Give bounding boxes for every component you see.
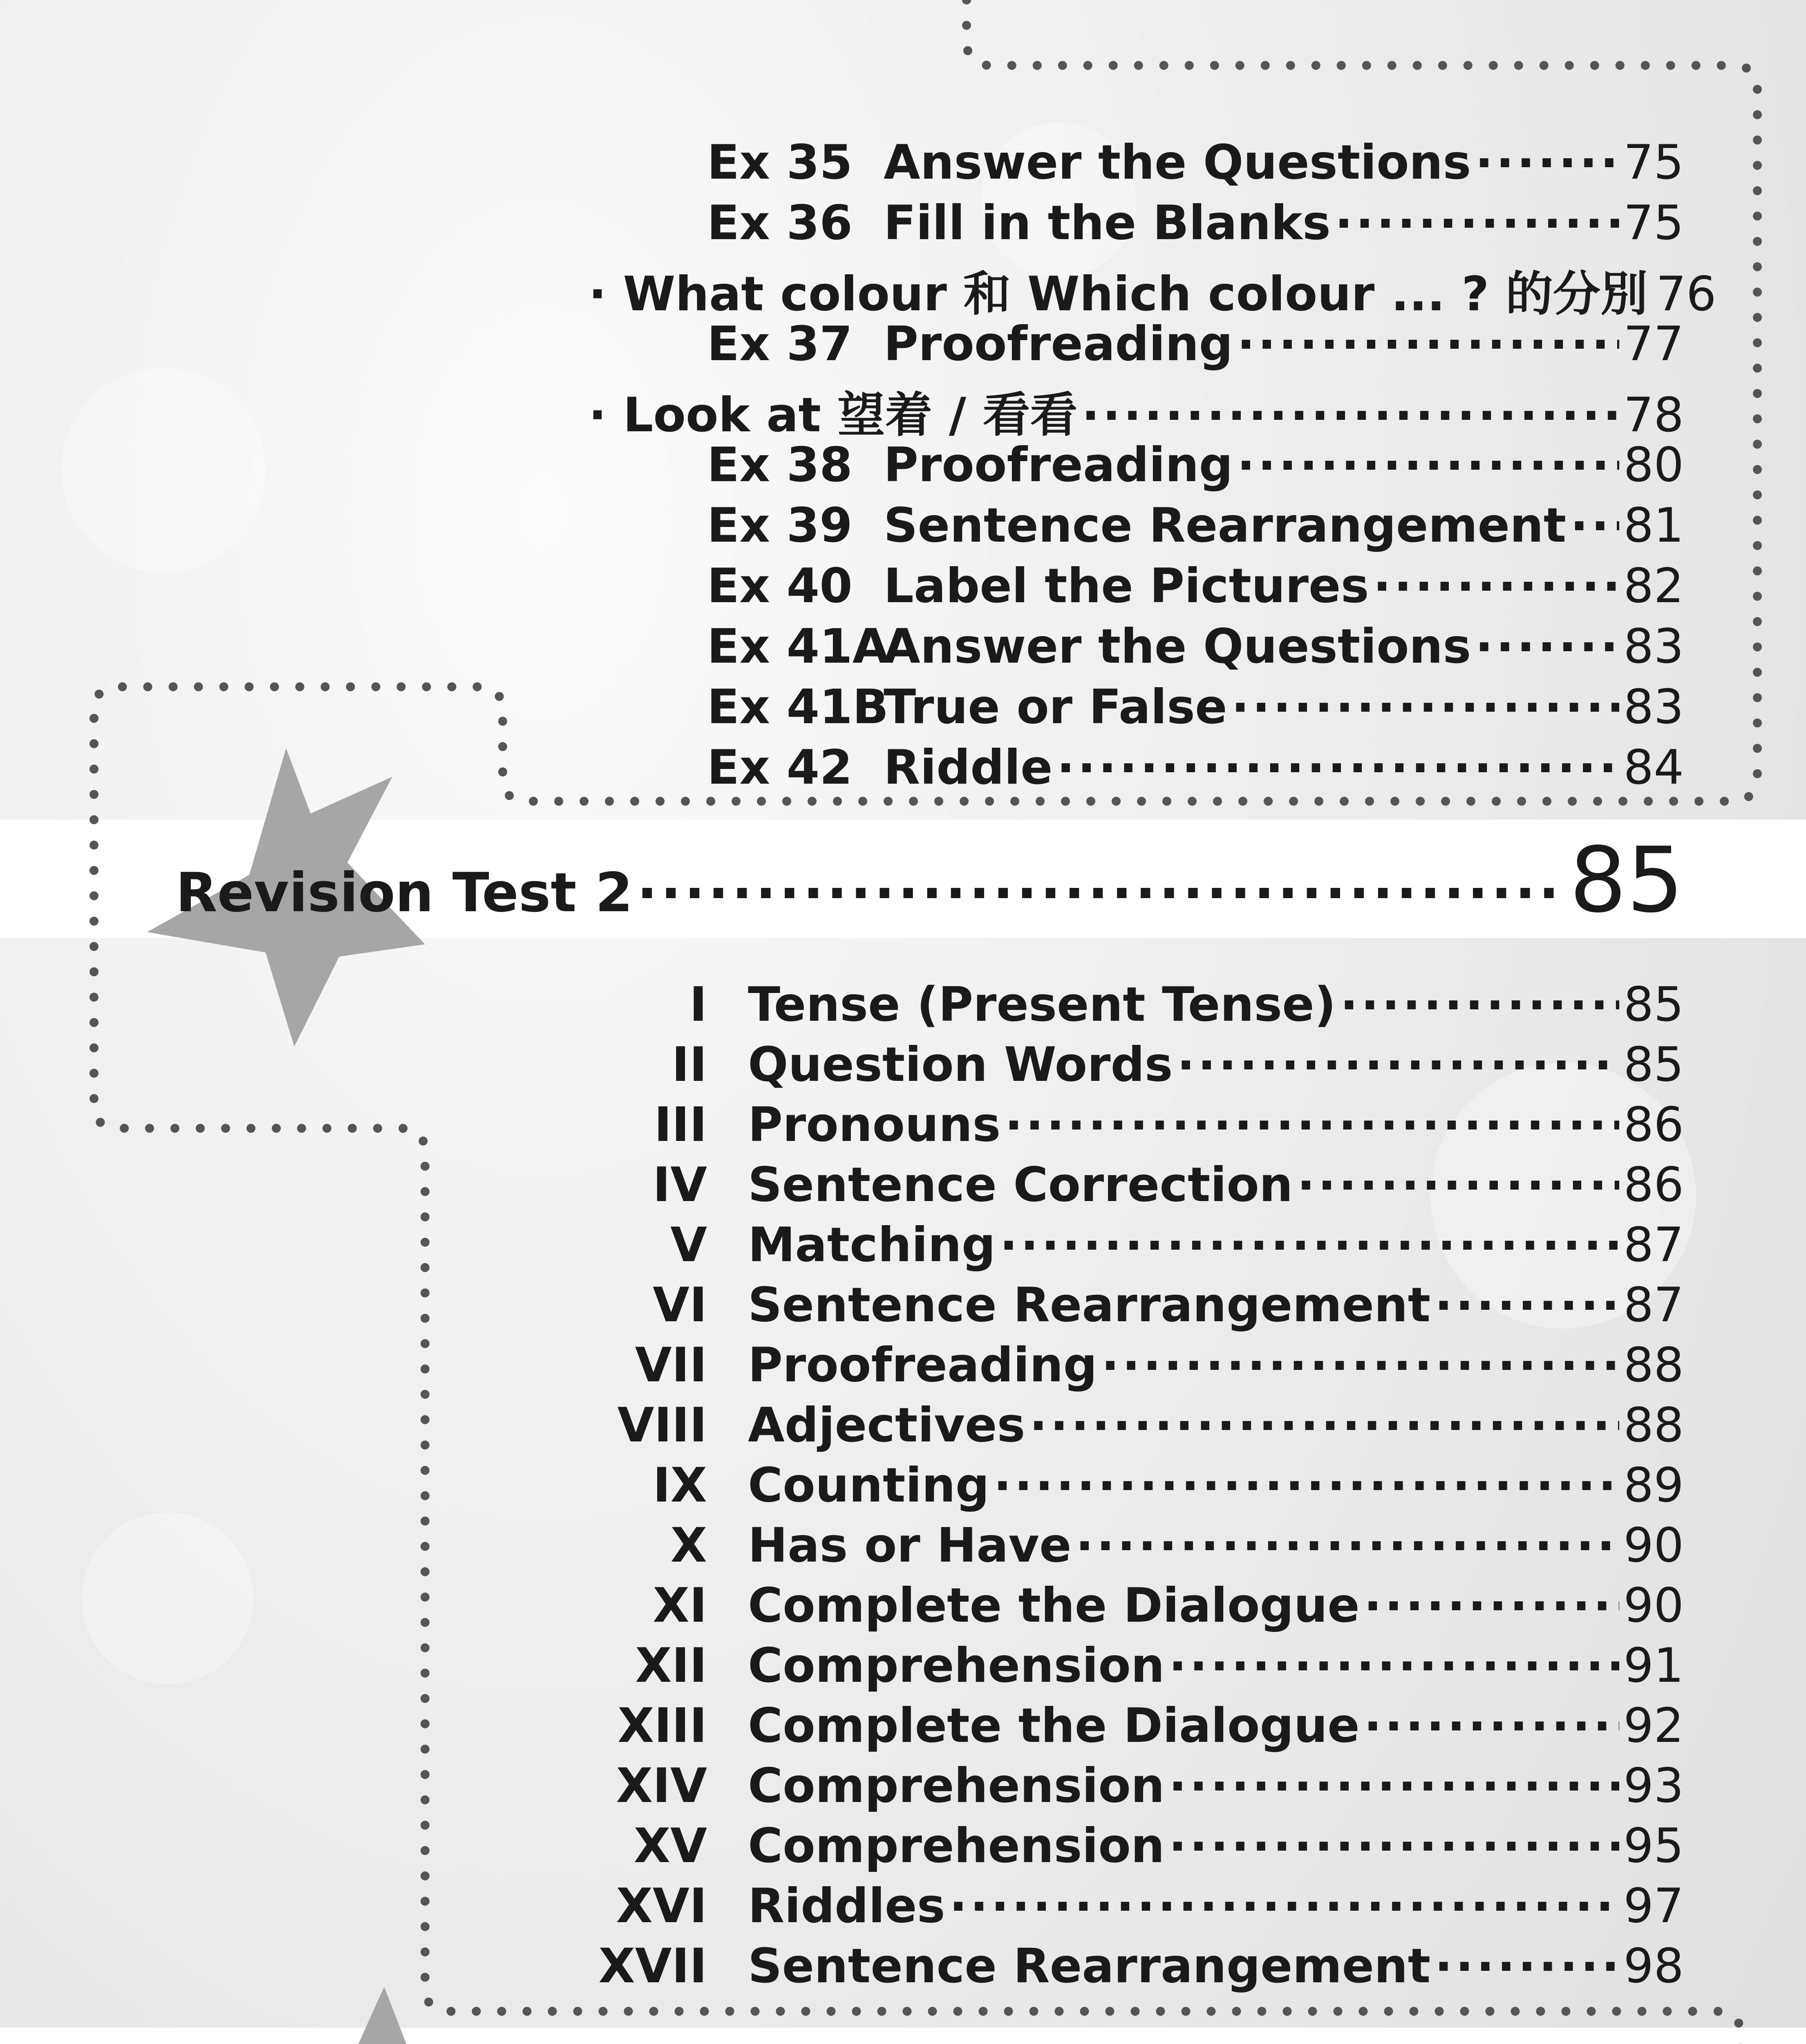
item-title: Counting — [748, 1458, 989, 1513]
item-title: Sentence Rearrangement — [748, 1939, 1431, 1994]
page-number: 86 — [1623, 1157, 1684, 1213]
toc-row[interactable] — [552, 1698, 1684, 1753]
toc-row[interactable] — [552, 1097, 1684, 1152]
item-title: Tense (Present Tense) — [748, 977, 1336, 1032]
page-number: 87 — [1623, 1278, 1684, 1333]
roman-numeral: IX — [653, 1458, 707, 1513]
toc-row[interactable] — [707, 498, 1684, 553]
item-title: Comprehension — [748, 1758, 1165, 1813]
exercise-number: Ex 40 — [707, 558, 853, 614]
item-title: Adjectives — [748, 1398, 1025, 1453]
exercise-title: True or False — [884, 679, 1227, 735]
exercise-title: Label the Pictures — [884, 558, 1369, 614]
page-number: 80 — [1623, 437, 1684, 493]
toc-row[interactable] — [552, 977, 1684, 1032]
exercise-title: Sentence Rearrangement — [884, 498, 1567, 553]
item-title: Sentence Rearrangement — [748, 1278, 1431, 1333]
toc-row[interactable] — [552, 1878, 1684, 1934]
roman-numeral: XII — [635, 1638, 707, 1693]
toc-row[interactable] — [707, 195, 1684, 251]
exercise-number: Ex 35 — [707, 135, 853, 190]
roman-numeral: X — [670, 1518, 707, 1573]
page-number: 92 — [1623, 1698, 1684, 1753]
item-title: Sentence Correction — [748, 1157, 1293, 1213]
page-number: 83 — [1623, 679, 1684, 735]
toc-row[interactable] — [707, 316, 1684, 372]
leader-dots — [1169, 1820, 1620, 1862]
item-title: Comprehension — [748, 1638, 1165, 1693]
item-title: Question Words — [748, 1037, 1173, 1092]
leader-dots — [1570, 499, 1619, 542]
exercise-title: Fill in the Blanks — [884, 195, 1331, 251]
toc-row[interactable] — [707, 740, 1684, 795]
page-number: 83 — [1623, 619, 1684, 674]
toc-row[interactable] — [707, 558, 1684, 614]
toc-row[interactable] — [552, 1638, 1684, 1693]
page-number: 93 — [1623, 1758, 1684, 1813]
roman-numeral: XI — [653, 1578, 707, 1633]
page-number: 89 — [1623, 1458, 1684, 1513]
page-number: 91 — [1623, 1638, 1684, 1693]
item-title: Comprehension — [748, 1818, 1165, 1874]
exercise-title: Proofreading — [884, 316, 1233, 372]
star-icon — [229, 1987, 503, 2044]
page-number: 75 — [1623, 195, 1684, 251]
toc-row[interactable] — [552, 1578, 1684, 1633]
roman-numeral: IV — [653, 1157, 707, 1213]
leader-dots — [1435, 1940, 1619, 1982]
section-title: Revision Test 2 — [176, 861, 633, 924]
page-number: 90 — [1623, 1578, 1684, 1633]
leader-dots — [1373, 560, 1620, 602]
roman-numeral: VII — [635, 1338, 707, 1393]
item-title: Riddles — [748, 1878, 945, 1934]
page-number: 90 — [1623, 1518, 1684, 1573]
toc-row[interactable] — [707, 135, 1684, 190]
roman-numeral: XIV — [616, 1758, 707, 1813]
roman-numeral: II — [671, 1037, 707, 1092]
exercise-title: Answer the Questions — [884, 619, 1471, 674]
leader-dots — [1029, 1399, 1620, 1441]
toc-row[interactable] — [552, 1157, 1684, 1213]
toc-row[interactable] — [552, 1278, 1684, 1333]
page-number: 82 — [1623, 558, 1684, 614]
roman-numeral: XIII — [618, 1698, 707, 1753]
leader-dots — [1475, 620, 1619, 663]
page-number: 84 — [1623, 740, 1684, 795]
item-title: Pronouns — [748, 1097, 1001, 1152]
toc-row[interactable] — [552, 1217, 1684, 1273]
toc-row[interactable] — [552, 1939, 1684, 1994]
roman-numeral: XV — [633, 1818, 707, 1874]
leader-dots — [1335, 197, 1619, 239]
toc-row[interactable] — [552, 1398, 1684, 1453]
toc-row[interactable] — [552, 1518, 1684, 1573]
page-number: 97 — [1623, 1878, 1684, 1934]
page-number: 78 — [1623, 388, 1684, 443]
leader-dots — [1169, 1639, 1620, 1682]
page-number: 88 — [1623, 1398, 1684, 1453]
toc-row[interactable] — [589, 256, 1716, 324]
note-title: · Look at 望着 / 看看 — [589, 388, 1078, 443]
roman-numeral: VI — [653, 1278, 707, 1333]
page-number: 85 — [1623, 977, 1684, 1032]
section-heading-revision-test[interactable] — [176, 828, 1684, 932]
exercise-number: Ex 39 — [707, 498, 853, 553]
leader-dots — [949, 1880, 1620, 1922]
toc-row[interactable] — [707, 437, 1684, 493]
leader-dots — [1297, 1159, 1620, 1201]
item-title: Has or Have — [748, 1518, 1072, 1573]
exercise-title: Proofreading — [884, 437, 1233, 493]
page-number: 98 — [1623, 1939, 1684, 1994]
item-title: Proofreading — [748, 1338, 1097, 1393]
item-title: Complete the Dialogue — [748, 1578, 1360, 1633]
exercise-number: Ex 41A — [707, 619, 889, 674]
exercise-number: Ex 36 — [707, 195, 853, 251]
exercise-number: Ex 38 — [707, 437, 853, 493]
toc-row[interactable] — [707, 679, 1684, 735]
leader-dots — [994, 1459, 1620, 1502]
item-title: Matching — [748, 1217, 996, 1273]
note-title: · What colour 和 Which colour ... ? 的分別 — [589, 267, 1648, 322]
leader-dots — [1364, 1579, 1620, 1622]
leader-dots — [1435, 1279, 1619, 1321]
leader-dots — [1076, 1519, 1620, 1562]
toc-row[interactable] — [552, 1818, 1684, 1874]
page-number: 85 — [1623, 1037, 1684, 1092]
leader-dots — [1005, 1098, 1619, 1141]
section-page-number: 85 — [1569, 828, 1684, 932]
leader-dots — [1057, 741, 1620, 784]
leader-dots — [1231, 681, 1620, 723]
leader-dots — [637, 863, 1565, 911]
leader-dots — [1101, 1339, 1620, 1381]
leader-dots — [1237, 318, 1620, 360]
page-number: 75 — [1623, 135, 1684, 190]
roman-numeral: XVII — [598, 1939, 707, 1994]
exercise-title: Riddle — [884, 740, 1053, 795]
roman-numeral: I — [689, 977, 707, 1032]
page-number: 95 — [1623, 1818, 1684, 1874]
toc-row[interactable] — [552, 1338, 1684, 1393]
leader-dots — [1475, 136, 1619, 179]
toc-row[interactable] — [589, 377, 1684, 445]
page-number: 76 — [1656, 267, 1716, 322]
leader-dots — [1169, 1759, 1620, 1802]
leader-dots — [1000, 1219, 1620, 1261]
toc-row[interactable] — [552, 1037, 1684, 1092]
page-number: 87 — [1623, 1217, 1684, 1273]
exercise-number: Ex 41B — [707, 679, 889, 735]
toc-row[interactable] — [707, 619, 1684, 674]
roman-numeral: V — [670, 1217, 707, 1273]
toc-row[interactable] — [552, 1458, 1684, 1513]
exercise-title: Answer the Questions — [884, 135, 1471, 190]
toc-row[interactable] — [552, 1758, 1684, 1813]
leader-dots — [1237, 439, 1620, 481]
roman-numeral: VIII — [617, 1398, 707, 1453]
leader-dots — [1177, 1038, 1620, 1081]
page-number: 77 — [1623, 316, 1684, 372]
leader-dots — [1340, 978, 1620, 1021]
roman-numeral: III — [654, 1097, 707, 1152]
leader-dots — [1364, 1699, 1620, 1742]
page-number: 88 — [1623, 1338, 1684, 1393]
exercise-number: Ex 37 — [707, 316, 853, 372]
page-number: 81 — [1623, 498, 1684, 553]
page-number: 86 — [1623, 1097, 1684, 1152]
item-title: Complete the Dialogue — [748, 1698, 1360, 1753]
roman-numeral: XVI — [616, 1878, 707, 1934]
exercise-number: Ex 42 — [707, 740, 853, 795]
leader-dots — [1082, 389, 1620, 431]
